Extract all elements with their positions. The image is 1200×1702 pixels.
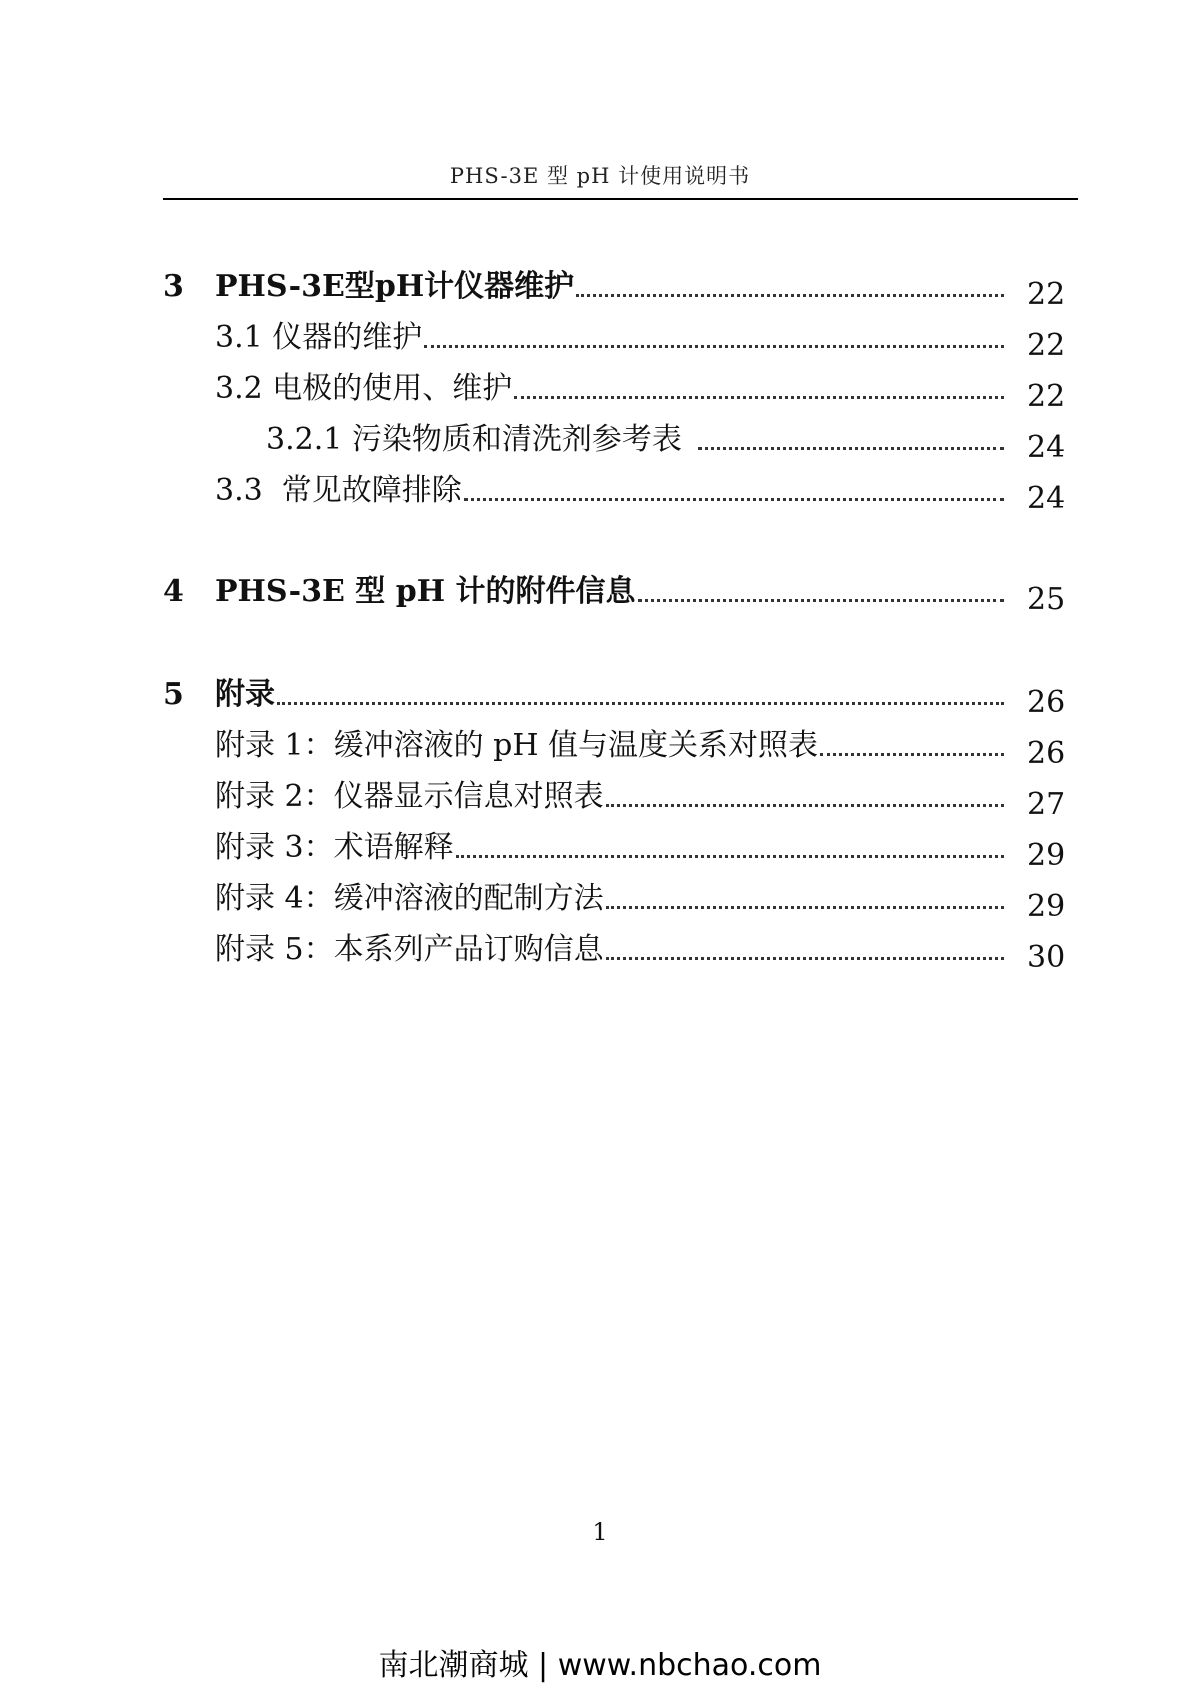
toc-leader-dots [638,598,1004,602]
toc-entry[interactable] [266,418,1008,462]
toc-entry-page: 22 [1027,277,1066,312]
toc-leader-dots [456,854,1004,858]
toc-entry-title: 附录 [215,677,275,712]
toc-entry-title: 3.2.1 污染物质和清洗剂参考表 [266,422,682,457]
toc-entry-page: 30 [1027,940,1066,975]
toc-entry-title: PHS-3E型pH计仪器维护 [215,269,575,304]
toc-entry-title: 附录 5：本系列产品订购信息 [215,932,604,967]
toc-entry-page: 26 [1027,685,1066,720]
toc-entry-page: 29 [1027,889,1066,924]
toc-entry-title: 3.2 电极的使用、维护 [215,371,513,406]
toc-entry-title: 3.1 仪器的维护 [215,320,423,355]
toc-leader-dots [576,293,1004,297]
toc-entry-title: 附录 3：术语解释 [215,830,454,865]
toc-entry[interactable] [215,367,1008,411]
toc-leader-dots [464,497,1004,501]
toc-entry-title: 附录 2：仪器显示信息对照表 [215,779,604,814]
toc-entry-title: 附录 4：缓冲溶液的配制方法 [215,881,604,916]
toc-entry-page: 24 [1027,481,1066,516]
page-number: 1 [592,1518,608,1546]
toc-leader-dots [514,395,1004,399]
toc-entry[interactable] [215,877,1008,921]
toc-leader-dots [606,956,1004,960]
toc-entry-number: 5 [163,677,184,712]
toc-entry-page: 26 [1027,736,1066,771]
page-header: PHS-3E 型 pH 计使用说明书 [449,164,751,188]
toc-entry-title: 附录 1：缓冲溶液的 pH 值与温度关系对照表 [215,728,819,763]
footer-brand-watermark: 南北潮商城 | www.nbchao.com [378,1648,822,1683]
toc-entry-page: 22 [1027,379,1066,414]
toc-entry[interactable] [215,724,1008,768]
toc-entry-page: 29 [1027,838,1066,873]
toc-entry-page: 24 [1027,430,1066,465]
toc-entry[interactable] [215,826,1008,870]
toc-entry-title: PHS-3E 型 pH 计的附件信息 [215,574,636,609]
toc-entry[interactable] [215,469,1008,513]
toc-entry[interactable] [215,316,1008,360]
toc-entry[interactable] [215,928,1008,972]
toc-entry[interactable] [215,673,1008,717]
toc-entry-title: 3.3 常见故障排除 [215,473,462,508]
toc-leader-dots [606,905,1004,909]
toc-leader-dots [698,446,1004,450]
toc-entry-number: 4 [163,574,184,609]
toc-leader-dots [820,752,1004,756]
toc-entry[interactable] [215,775,1008,819]
toc-leader-dots [277,701,1004,705]
toc-entry-page: 22 [1027,328,1066,363]
toc-leader-dots [606,803,1004,807]
toc-entry-page: 27 [1027,787,1066,822]
toc-leader-dots [424,344,1004,348]
toc-entry-number: 3 [163,269,184,304]
toc-entry[interactable] [215,570,1008,614]
toc-entry-page: 25 [1027,582,1066,617]
toc-entry[interactable] [215,265,1008,309]
